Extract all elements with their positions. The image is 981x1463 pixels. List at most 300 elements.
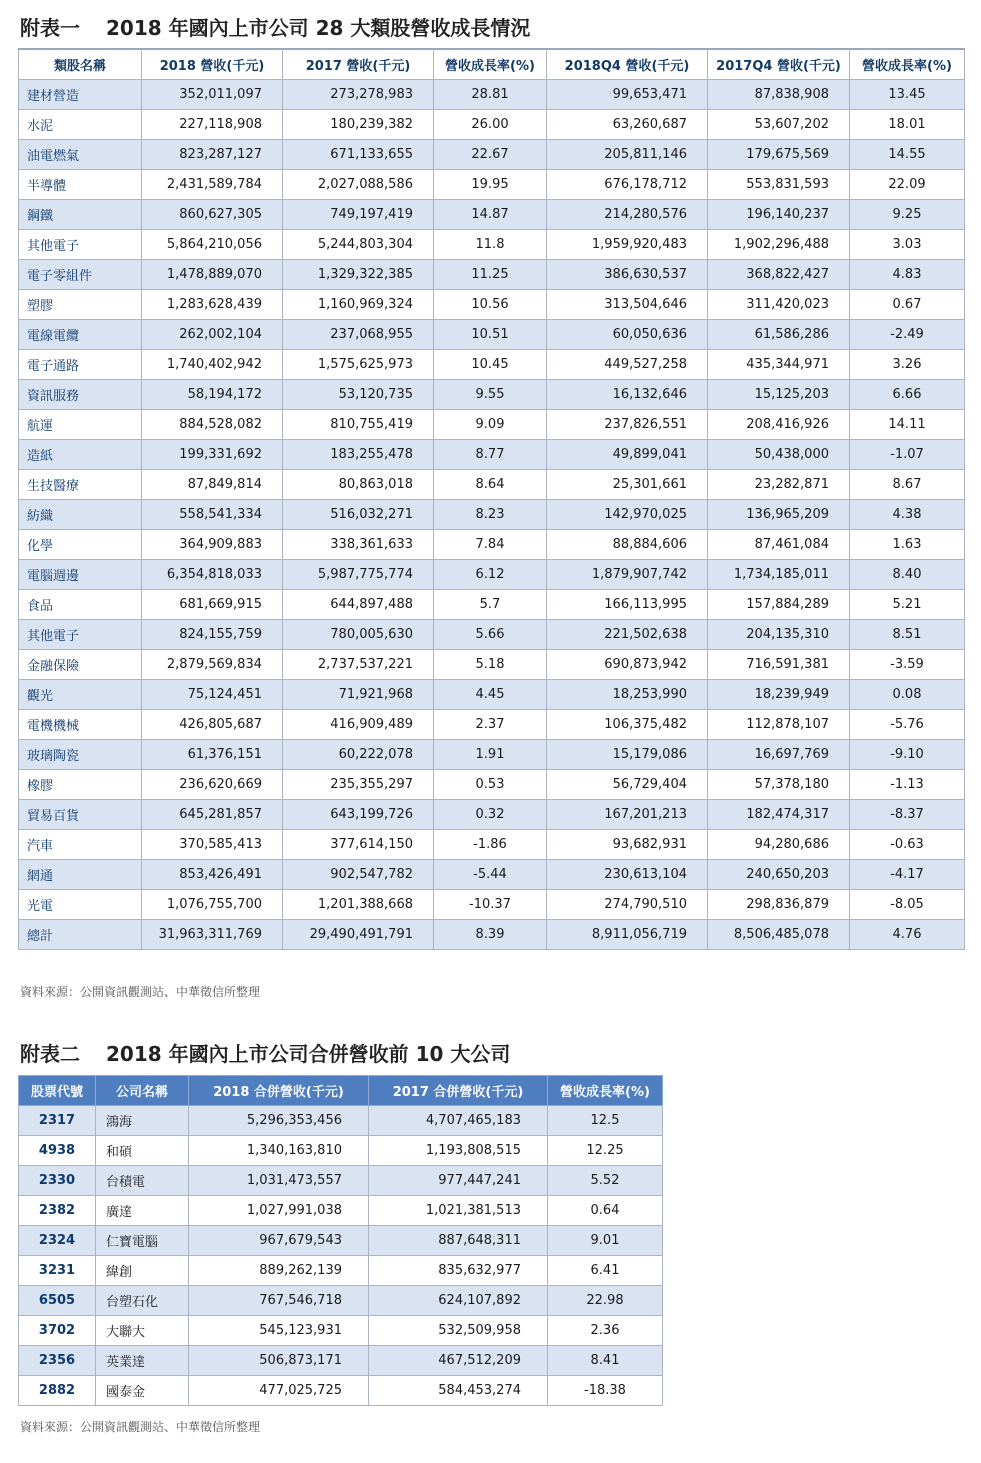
table2-source-note: 資料來源：公開資訊觀測站、中華徵信所整理 bbox=[20, 1420, 261, 1434]
value-cell: 31,963,311,769 bbox=[142, 919, 283, 949]
value-cell: 767,546,718 bbox=[189, 1286, 369, 1316]
value-cell: 1,902,296,488 bbox=[708, 229, 850, 259]
value-cell: 10.51 bbox=[434, 319, 547, 349]
value-cell: 311,420,023 bbox=[708, 289, 850, 319]
value-cell: 49,899,041 bbox=[547, 439, 708, 469]
value-cell: 810,755,419 bbox=[283, 409, 434, 439]
value-cell: 1,021,381,513 bbox=[369, 1196, 548, 1226]
value-cell: 22.09 bbox=[850, 169, 965, 199]
value-cell: 237,826,551 bbox=[547, 409, 708, 439]
value-cell: 977,447,241 bbox=[369, 1166, 548, 1196]
value-cell: 338,361,633 bbox=[283, 529, 434, 559]
sector-name-cell: 其他電子 bbox=[19, 619, 142, 649]
company-name-cell: 緯創 bbox=[96, 1256, 189, 1286]
value-cell: 15,179,086 bbox=[547, 739, 708, 769]
value-cell: 5,987,775,774 bbox=[283, 559, 434, 589]
value-cell: 671,133,655 bbox=[283, 139, 434, 169]
value-cell: -5.44 bbox=[434, 859, 547, 889]
value-cell: 9.55 bbox=[434, 379, 547, 409]
value-cell: 0.53 bbox=[434, 769, 547, 799]
sector-name-cell: 電子通路 bbox=[19, 349, 142, 379]
table1-row bbox=[19, 319, 965, 349]
value-cell: -5.76 bbox=[850, 709, 965, 739]
value-cell: 2,737,537,221 bbox=[283, 649, 434, 679]
top10-companies-table bbox=[18, 1075, 663, 1406]
value-cell: 1,193,808,515 bbox=[369, 1136, 548, 1166]
value-cell: 8.77 bbox=[434, 439, 547, 469]
sector-name-cell: 油電燃氣 bbox=[19, 139, 142, 169]
table1-row bbox=[19, 469, 965, 499]
table1-row bbox=[19, 109, 965, 139]
value-cell: 4.45 bbox=[434, 679, 547, 709]
sector-name-cell: 貿易百貨 bbox=[19, 799, 142, 829]
value-cell: -1.86 bbox=[434, 829, 547, 859]
value-cell: 166,113,995 bbox=[547, 589, 708, 619]
value-cell: 183,255,478 bbox=[283, 439, 434, 469]
value-cell: 1,027,991,038 bbox=[189, 1196, 369, 1226]
company-name-cell: 英業達 bbox=[96, 1346, 189, 1376]
value-cell: 835,632,977 bbox=[369, 1256, 548, 1286]
table1-row bbox=[19, 409, 965, 439]
value-cell: 58,194,172 bbox=[142, 379, 283, 409]
value-cell: 449,527,258 bbox=[547, 349, 708, 379]
value-cell: 426,805,687 bbox=[142, 709, 283, 739]
company-name-cell: 國泰金 bbox=[96, 1376, 189, 1406]
value-cell: 3.03 bbox=[850, 229, 965, 259]
value-cell: 12.25 bbox=[548, 1136, 663, 1166]
value-cell: 1,076,755,700 bbox=[142, 889, 283, 919]
table2-row bbox=[19, 1226, 663, 1256]
value-cell: 1,734,185,011 bbox=[708, 559, 850, 589]
stock-code-cell: 2317 bbox=[19, 1106, 96, 1136]
value-cell: 16,132,646 bbox=[547, 379, 708, 409]
value-cell: 1,478,889,070 bbox=[142, 259, 283, 289]
table2-row bbox=[19, 1316, 663, 1346]
value-cell: 87,838,908 bbox=[708, 79, 850, 109]
stock-code-cell: 2356 bbox=[19, 1346, 96, 1376]
value-cell: 690,873,942 bbox=[547, 649, 708, 679]
table1-row bbox=[19, 379, 965, 409]
company-name-cell: 仁寶電腦 bbox=[96, 1226, 189, 1256]
value-cell: 157,884,289 bbox=[708, 589, 850, 619]
value-cell: 75,124,451 bbox=[142, 679, 283, 709]
value-cell: 28.81 bbox=[434, 79, 547, 109]
value-cell: 61,586,286 bbox=[708, 319, 850, 349]
value-cell: 5.7 bbox=[434, 589, 547, 619]
table1-row bbox=[19, 499, 965, 529]
value-cell: 1,740,402,942 bbox=[142, 349, 283, 379]
value-cell: 214,280,576 bbox=[547, 199, 708, 229]
sector-name-cell: 建材營造 bbox=[19, 79, 142, 109]
value-cell: 532,509,958 bbox=[369, 1316, 548, 1346]
value-cell: 8,506,485,078 bbox=[708, 919, 850, 949]
value-cell: 5,244,803,304 bbox=[283, 229, 434, 259]
sector-name-cell: 網通 bbox=[19, 859, 142, 889]
value-cell: -0.63 bbox=[850, 829, 965, 859]
value-cell: 235,355,297 bbox=[283, 769, 434, 799]
sector-name-cell: 其他電子 bbox=[19, 229, 142, 259]
table1-row bbox=[19, 199, 965, 229]
value-cell: 8.64 bbox=[434, 469, 547, 499]
value-cell: 11.25 bbox=[434, 259, 547, 289]
table1-row bbox=[19, 289, 965, 319]
value-cell: 3.26 bbox=[850, 349, 965, 379]
value-cell: 2,027,088,586 bbox=[283, 169, 434, 199]
value-cell: 180,239,382 bbox=[283, 109, 434, 139]
value-cell: 749,197,419 bbox=[283, 199, 434, 229]
value-cell: 8.23 bbox=[434, 499, 547, 529]
value-cell: 167,201,213 bbox=[547, 799, 708, 829]
value-cell: 8.40 bbox=[850, 559, 965, 589]
stock-code-cell: 2324 bbox=[19, 1226, 96, 1256]
value-cell: 516,032,271 bbox=[283, 499, 434, 529]
value-cell: 0.32 bbox=[434, 799, 547, 829]
stock-code-cell: 3231 bbox=[19, 1256, 96, 1286]
sector-name-cell: 資訊服務 bbox=[19, 379, 142, 409]
value-cell: 60,050,636 bbox=[547, 319, 708, 349]
value-cell: 370,585,413 bbox=[142, 829, 283, 859]
table2-header-cell: 2018 合併營收(千元) bbox=[189, 1076, 369, 1106]
company-name-cell: 和碩 bbox=[96, 1136, 189, 1166]
table1-row bbox=[19, 619, 965, 649]
value-cell: 9.09 bbox=[434, 409, 547, 439]
value-cell: 11.8 bbox=[434, 229, 547, 259]
value-cell: 4,707,465,183 bbox=[369, 1106, 548, 1136]
table1-row bbox=[19, 559, 965, 589]
value-cell: 553,831,593 bbox=[708, 169, 850, 199]
value-cell: 236,620,669 bbox=[142, 769, 283, 799]
value-cell: 1,283,628,439 bbox=[142, 289, 283, 319]
table2-row bbox=[19, 1106, 663, 1136]
sector-name-cell: 塑膠 bbox=[19, 289, 142, 319]
value-cell: 182,474,317 bbox=[708, 799, 850, 829]
value-cell: 6.12 bbox=[434, 559, 547, 589]
sector-name-cell: 電子零組件 bbox=[19, 259, 142, 289]
value-cell: -18.38 bbox=[548, 1376, 663, 1406]
table2-row bbox=[19, 1376, 663, 1406]
table2-row bbox=[19, 1346, 663, 1376]
value-cell: 9.01 bbox=[548, 1226, 663, 1256]
value-cell: 1,160,969,324 bbox=[283, 289, 434, 319]
value-cell: 8.39 bbox=[434, 919, 547, 949]
value-cell: 12.5 bbox=[548, 1106, 663, 1136]
value-cell: 1,879,907,742 bbox=[547, 559, 708, 589]
value-cell: 7.84 bbox=[434, 529, 547, 559]
table1-header-cell: 2017 營收(千元) bbox=[283, 49, 434, 79]
stock-code-cell: 4938 bbox=[19, 1136, 96, 1166]
table1-row bbox=[19, 799, 965, 829]
table2-row bbox=[19, 1136, 663, 1166]
value-cell: 1.91 bbox=[434, 739, 547, 769]
value-cell: 8.51 bbox=[850, 619, 965, 649]
value-cell: 63,260,687 bbox=[547, 109, 708, 139]
table1-row bbox=[19, 679, 965, 709]
value-cell: 5.66 bbox=[434, 619, 547, 649]
stock-code-cell: 2382 bbox=[19, 1196, 96, 1226]
value-cell: 25,301,661 bbox=[547, 469, 708, 499]
table2-row bbox=[19, 1286, 663, 1316]
value-cell: 274,790,510 bbox=[547, 889, 708, 919]
value-cell: 8,911,056,719 bbox=[547, 919, 708, 949]
table2-header-cell: 公司名稱 bbox=[96, 1076, 189, 1106]
value-cell: 681,669,915 bbox=[142, 589, 283, 619]
value-cell: 352,011,097 bbox=[142, 79, 283, 109]
value-cell: 902,547,782 bbox=[283, 859, 434, 889]
value-cell: 0.64 bbox=[548, 1196, 663, 1226]
table1-row bbox=[19, 439, 965, 469]
sector-name-cell: 光電 bbox=[19, 889, 142, 919]
value-cell: 205,811,146 bbox=[547, 139, 708, 169]
value-cell: 26.00 bbox=[434, 109, 547, 139]
value-cell: 545,123,931 bbox=[189, 1316, 369, 1346]
sector-name-cell: 電腦週邊 bbox=[19, 559, 142, 589]
value-cell: 9.25 bbox=[850, 199, 965, 229]
value-cell: 196,140,237 bbox=[708, 199, 850, 229]
value-cell: 15,125,203 bbox=[708, 379, 850, 409]
table2-title bbox=[20, 1038, 510, 1067]
table1-row bbox=[19, 349, 965, 379]
table1-title-prefix: 附表一 bbox=[20, 16, 80, 40]
value-cell: 14.55 bbox=[850, 139, 965, 169]
value-cell: 0.67 bbox=[850, 289, 965, 319]
value-cell: 1,031,473,557 bbox=[189, 1166, 369, 1196]
value-cell: 823,287,127 bbox=[142, 139, 283, 169]
table1-header-cell: 2018Q4 營收(千元) bbox=[547, 49, 708, 79]
value-cell: 435,344,971 bbox=[708, 349, 850, 379]
value-cell: -1.07 bbox=[850, 439, 965, 469]
value-cell: 112,878,107 bbox=[708, 709, 850, 739]
table2-header-cell: 2017 合併營收(千元) bbox=[369, 1076, 548, 1106]
table1-row bbox=[19, 529, 965, 559]
value-cell: 10.45 bbox=[434, 349, 547, 379]
company-name-cell: 大聯大 bbox=[96, 1316, 189, 1346]
value-cell: 860,627,305 bbox=[142, 199, 283, 229]
sector-name-cell: 造紙 bbox=[19, 439, 142, 469]
value-cell: 56,729,404 bbox=[547, 769, 708, 799]
table1-row bbox=[19, 859, 965, 889]
sector-name-cell: 電機機械 bbox=[19, 709, 142, 739]
value-cell: 204,135,310 bbox=[708, 619, 850, 649]
table1-total-row bbox=[19, 919, 965, 949]
value-cell: 313,504,646 bbox=[547, 289, 708, 319]
value-cell: 2,879,569,834 bbox=[142, 649, 283, 679]
value-cell: 0.08 bbox=[850, 679, 965, 709]
table1-row bbox=[19, 829, 965, 859]
sector-name-cell: 總計 bbox=[19, 919, 142, 949]
value-cell: 298,836,879 bbox=[708, 889, 850, 919]
value-cell: 87,461,084 bbox=[708, 529, 850, 559]
sector-name-cell: 生技醫療 bbox=[19, 469, 142, 499]
value-cell: 716,591,381 bbox=[708, 649, 850, 679]
table1-header-cell: 營收成長率(%) bbox=[850, 49, 965, 79]
value-cell: 10.56 bbox=[434, 289, 547, 319]
value-cell: 13.45 bbox=[850, 79, 965, 109]
value-cell: -3.59 bbox=[850, 649, 965, 679]
value-cell: 237,068,955 bbox=[283, 319, 434, 349]
value-cell: 6.41 bbox=[548, 1256, 663, 1286]
value-cell: 71,921,968 bbox=[283, 679, 434, 709]
value-cell: 889,262,139 bbox=[189, 1256, 369, 1286]
table2-header-cell: 營收成長率(%) bbox=[548, 1076, 663, 1106]
value-cell: 506,873,171 bbox=[189, 1346, 369, 1376]
table1-row bbox=[19, 79, 965, 109]
value-cell: 18.01 bbox=[850, 109, 965, 139]
sector-name-cell: 汽車 bbox=[19, 829, 142, 859]
sector-name-cell: 航運 bbox=[19, 409, 142, 439]
value-cell: 240,650,203 bbox=[708, 859, 850, 889]
value-cell: 4.76 bbox=[850, 919, 965, 949]
sector-name-cell: 紡織 bbox=[19, 499, 142, 529]
table1-row bbox=[19, 259, 965, 289]
value-cell: 624,107,892 bbox=[369, 1286, 548, 1316]
value-cell: 94,280,686 bbox=[708, 829, 850, 859]
value-cell: 1,329,322,385 bbox=[283, 259, 434, 289]
value-cell: 53,120,735 bbox=[283, 379, 434, 409]
value-cell: 4.38 bbox=[850, 499, 965, 529]
value-cell: 853,426,491 bbox=[142, 859, 283, 889]
table1-header-row bbox=[19, 49, 965, 79]
sector-name-cell: 化學 bbox=[19, 529, 142, 559]
table1-title-text: 2018 年國內上市公司 28 大類股營收成長情況 bbox=[106, 16, 531, 40]
value-cell: -9.10 bbox=[850, 739, 965, 769]
value-cell: -2.49 bbox=[850, 319, 965, 349]
value-cell: 106,375,482 bbox=[547, 709, 708, 739]
value-cell: 5.52 bbox=[548, 1166, 663, 1196]
value-cell: -4.17 bbox=[850, 859, 965, 889]
value-cell: 179,675,569 bbox=[708, 139, 850, 169]
company-name-cell: 台塑石化 bbox=[96, 1286, 189, 1316]
value-cell: 676,178,712 bbox=[547, 169, 708, 199]
stock-code-cell: 2330 bbox=[19, 1166, 96, 1196]
table1-row bbox=[19, 739, 965, 769]
value-cell: 477,025,725 bbox=[189, 1376, 369, 1406]
value-cell: 230,613,104 bbox=[547, 859, 708, 889]
value-cell: 368,822,427 bbox=[708, 259, 850, 289]
sector-name-cell: 金融保險 bbox=[19, 649, 142, 679]
value-cell: 558,541,334 bbox=[142, 499, 283, 529]
value-cell: 1,340,163,810 bbox=[189, 1136, 369, 1166]
value-cell: 884,528,082 bbox=[142, 409, 283, 439]
value-cell: 80,863,018 bbox=[283, 469, 434, 499]
value-cell: 5.21 bbox=[850, 589, 965, 619]
value-cell: 377,614,150 bbox=[283, 829, 434, 859]
table1-row bbox=[19, 139, 965, 169]
value-cell: 416,909,489 bbox=[283, 709, 434, 739]
value-cell: 88,884,606 bbox=[547, 529, 708, 559]
value-cell: 53,607,202 bbox=[708, 109, 850, 139]
value-cell: 5.18 bbox=[434, 649, 547, 679]
table1-row bbox=[19, 169, 965, 199]
value-cell: 87,849,814 bbox=[142, 469, 283, 499]
value-cell: 57,378,180 bbox=[708, 769, 850, 799]
sector-name-cell: 食品 bbox=[19, 589, 142, 619]
value-cell: 29,490,491,791 bbox=[283, 919, 434, 949]
sector-name-cell: 玻璃陶瓷 bbox=[19, 739, 142, 769]
value-cell: 386,630,537 bbox=[547, 259, 708, 289]
value-cell: 227,118,908 bbox=[142, 109, 283, 139]
stock-code-cell: 3702 bbox=[19, 1316, 96, 1346]
value-cell: 14.87 bbox=[434, 199, 547, 229]
value-cell: -10.37 bbox=[434, 889, 547, 919]
value-cell: 22.98 bbox=[548, 1286, 663, 1316]
value-cell: 199,331,692 bbox=[142, 439, 283, 469]
value-cell: 364,909,883 bbox=[142, 529, 283, 559]
table1-row bbox=[19, 709, 965, 739]
value-cell: 50,438,000 bbox=[708, 439, 850, 469]
table1-row bbox=[19, 649, 965, 679]
value-cell: 780,005,630 bbox=[283, 619, 434, 649]
value-cell: 643,199,726 bbox=[283, 799, 434, 829]
value-cell: 645,281,857 bbox=[142, 799, 283, 829]
value-cell: 14.11 bbox=[850, 409, 965, 439]
sector-name-cell: 橡膠 bbox=[19, 769, 142, 799]
value-cell: 99,653,471 bbox=[547, 79, 708, 109]
value-cell: 824,155,759 bbox=[142, 619, 283, 649]
value-cell: 6.66 bbox=[850, 379, 965, 409]
value-cell: 19.95 bbox=[434, 169, 547, 199]
value-cell: 2.36 bbox=[548, 1316, 663, 1346]
sector-name-cell: 鋼鐵 bbox=[19, 199, 142, 229]
value-cell: 208,416,926 bbox=[708, 409, 850, 439]
value-cell: 273,278,983 bbox=[283, 79, 434, 109]
company-name-cell: 廣達 bbox=[96, 1196, 189, 1226]
value-cell: 2,431,589,784 bbox=[142, 169, 283, 199]
value-cell: 5,864,210,056 bbox=[142, 229, 283, 259]
value-cell: 1.63 bbox=[850, 529, 965, 559]
value-cell: 467,512,209 bbox=[369, 1346, 548, 1376]
table2-row bbox=[19, 1166, 663, 1196]
value-cell: 18,253,990 bbox=[547, 679, 708, 709]
sector-name-cell: 電線電纜 bbox=[19, 319, 142, 349]
value-cell: 1,959,920,483 bbox=[547, 229, 708, 259]
table2-header-row bbox=[19, 1076, 663, 1106]
value-cell: 93,682,931 bbox=[547, 829, 708, 859]
sector-name-cell: 水泥 bbox=[19, 109, 142, 139]
value-cell: 136,965,209 bbox=[708, 499, 850, 529]
table1-row bbox=[19, 589, 965, 619]
value-cell: -8.05 bbox=[850, 889, 965, 919]
value-cell: 2.37 bbox=[434, 709, 547, 739]
table2-title-text: 2018 年國內上市公司合併營收前 10 大公司 bbox=[106, 1042, 511, 1066]
value-cell: 1,575,625,973 bbox=[283, 349, 434, 379]
value-cell: 61,376,151 bbox=[142, 739, 283, 769]
value-cell: 967,679,543 bbox=[189, 1226, 369, 1256]
value-cell: 644,897,488 bbox=[283, 589, 434, 619]
value-cell: 18,239,949 bbox=[708, 679, 850, 709]
value-cell: 887,648,311 bbox=[369, 1226, 548, 1256]
table1-header-cell: 2017Q4 營收(千元) bbox=[708, 49, 850, 79]
company-name-cell: 鴻海 bbox=[96, 1106, 189, 1136]
value-cell: 8.67 bbox=[850, 469, 965, 499]
value-cell: 8.41 bbox=[548, 1346, 663, 1376]
table2-row bbox=[19, 1256, 663, 1286]
value-cell: 262,002,104 bbox=[142, 319, 283, 349]
table1-header-cell: 營收成長率(%) bbox=[434, 49, 547, 79]
value-cell: 16,697,769 bbox=[708, 739, 850, 769]
value-cell: 1,201,388,668 bbox=[283, 889, 434, 919]
table1-row bbox=[19, 889, 965, 919]
table1-title bbox=[20, 12, 530, 41]
sector-name-cell: 觀光 bbox=[19, 679, 142, 709]
table1-source-note: 資料來源：公開資訊觀測站、中華徵信所整理 bbox=[20, 985, 261, 999]
stock-code-cell: 6505 bbox=[19, 1286, 96, 1316]
table2-title-prefix: 附表二 bbox=[20, 1042, 80, 1066]
value-cell: 60,222,078 bbox=[283, 739, 434, 769]
table1-row bbox=[19, 229, 965, 259]
value-cell: 5,296,353,456 bbox=[189, 1106, 369, 1136]
table1-row bbox=[19, 769, 965, 799]
table2-header-cell: 股票代號 bbox=[19, 1076, 96, 1106]
